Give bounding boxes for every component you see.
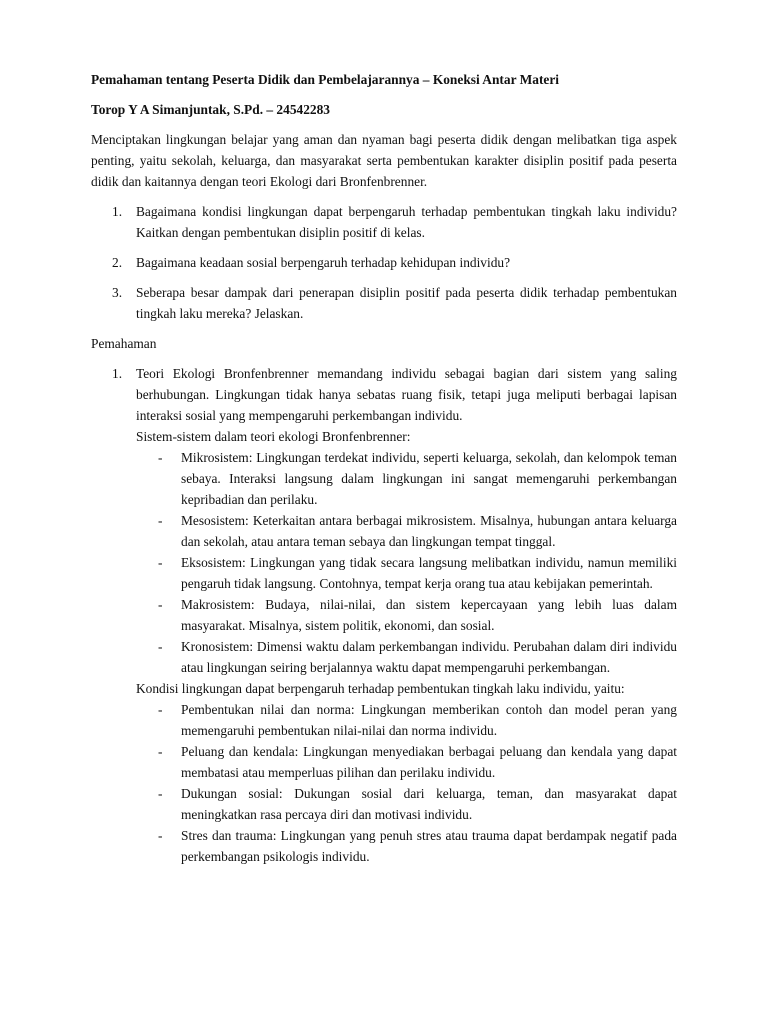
list-item: [136, 741, 677, 783]
list-item: [136, 825, 677, 867]
dash-bullet: -: [158, 828, 163, 843]
list-item-text: Stres dan trauma: Lingkungan yang penuh stres atau trauma dapat berdampak negatif pada perkembangan psikologis individu.: [181, 828, 677, 864]
dash-bullet: -: [158, 513, 163, 528]
question-item: [91, 201, 677, 243]
document-title: Pemahaman tentang Peserta Didik dan Pembelajarannya – Koneksi Antar Materi: [91, 72, 560, 87]
list-item-text: Dukungan sosial: Dukungan sosial dari keluarga, teman, dan masyarakat dapat meningkatkan rasa percaya diri dan motivasi individu.: [181, 786, 677, 822]
dash-bullet: -: [158, 597, 163, 612]
list-item: [136, 552, 677, 594]
dash-bullet: -: [158, 744, 163, 759]
question-list: [91, 201, 677, 324]
list-item-text: Mesosistem: Keterkaitan antara berbagai mikrosistem. Misalnya, hubungan antara keluarga dan sekolah, atau antara teman sebaya dan lingkungan tempat tinggal.: [181, 513, 677, 549]
list-item: [136, 636, 677, 678]
list-item-text: Eksosistem: Lingkungan yang tidak secara langsung melibatkan individu, namun memiliki pengaruh tidak langsung. Contohnya, tempat kerja orang tua atau kebijakan pemerintah.: [181, 555, 677, 591]
question-number: 1.: [112, 204, 123, 219]
section-heading: Pemahaman: [91, 336, 157, 351]
list-item-text: Makrosistem: Budaya, nilai-nilai, dan sistem kepercayaan yang lebih luas dalam masyarakat. Misalnya, sistem politik, ekonomi, dan sosial.: [181, 597, 677, 633]
list-item: [136, 594, 677, 636]
dash-bullet: -: [158, 555, 163, 570]
dash-bullet: -: [158, 786, 163, 801]
question-item: [91, 252, 677, 273]
understanding-text: Teori Ekologi Bronfenbrenner memandang individu sebagai bagian dari sistem yang saling berhubungan. Lingkungan tidak hanya sebatas ruang fisik, tetapi juga meliputi berbagai lapisan interaksi sosial yang mempengaruhi perkembangan individu.: [136, 366, 677, 423]
question-item: [91, 282, 677, 324]
list-item: [136, 447, 677, 510]
dash-bullet: -: [158, 450, 163, 465]
conditions-list: [136, 699, 677, 867]
list-item: [136, 783, 677, 825]
list-item: [136, 510, 677, 552]
systems-heading: Sistem-sistem dalam teori ekologi Bronfenbrenner:: [136, 429, 411, 444]
dash-bullet: -: [158, 702, 163, 717]
list-item-text: Pembentukan nilai dan norma: Lingkungan memberikan contoh dan model peran yang memengaruhi pembentukan nilai-nilai dan norma individu.: [181, 702, 677, 738]
list-item: [136, 699, 677, 741]
understanding-number: 1.: [112, 366, 123, 381]
understanding-item: [91, 363, 677, 867]
conditions-heading: Kondisi lingkungan dapat berpengaruh terhadap pembentukan tingkah laku individu, yaitu:: [136, 681, 625, 696]
systems-list: [136, 447, 677, 678]
intro-paragraph: Menciptakan lingkungan belajar yang aman dan nyaman bagi peserta didik dengan melibatkan tiga aspek penting, yaitu sekolah, keluarga, dan masyarakat serta pembentukan karakter disiplin positif pada peserta didik dan kaitannya dengan teori Ekologi dari Bronfenbrenner.: [91, 132, 677, 189]
dash-bullet: -: [158, 639, 163, 654]
question-text: Bagaimana kondisi lingkungan dapat berpengaruh terhadap pembentukan tingkah laku individu? Kaitkan dengan pembentukan disiplin positif di kelas.: [136, 204, 677, 240]
list-item-text: Peluang dan kendala: Lingkungan menyediakan berbagai peluang dan kendala yang dapat membatasi atau memperluas pilihan dan perilaku individu.: [181, 744, 677, 780]
question-number: 2.: [112, 255, 123, 270]
list-item-text: Mikrosistem: Lingkungan terdekat individu, seperti keluarga, sekolah, dan kelompok teman sebaya. Interaksi langsung dalam lingkungan ini sangat memengaruhi perkembangan kepribadian dan perilaku.: [181, 450, 677, 507]
document-author: Torop Y A Simanjuntak, S.Pd. – 24542283: [91, 102, 330, 117]
question-text: Seberapa besar dampak dari penerapan disiplin positif pada peserta didik terhadap pembentukan tingkah laku mereka? Jelaskan.: [136, 285, 677, 321]
question-text: Bagaimana keadaan sosial berpengaruh terhadap kehidupan individu?: [136, 255, 511, 270]
question-number: 3.: [112, 285, 123, 300]
list-item-text: Kronosistem: Dimensi waktu dalam perkembangan individu. Perubahan dalam diri individu atau lingkungan seiring berjalannya waktu dapat mempengaruhi perkembangan.: [181, 639, 677, 675]
